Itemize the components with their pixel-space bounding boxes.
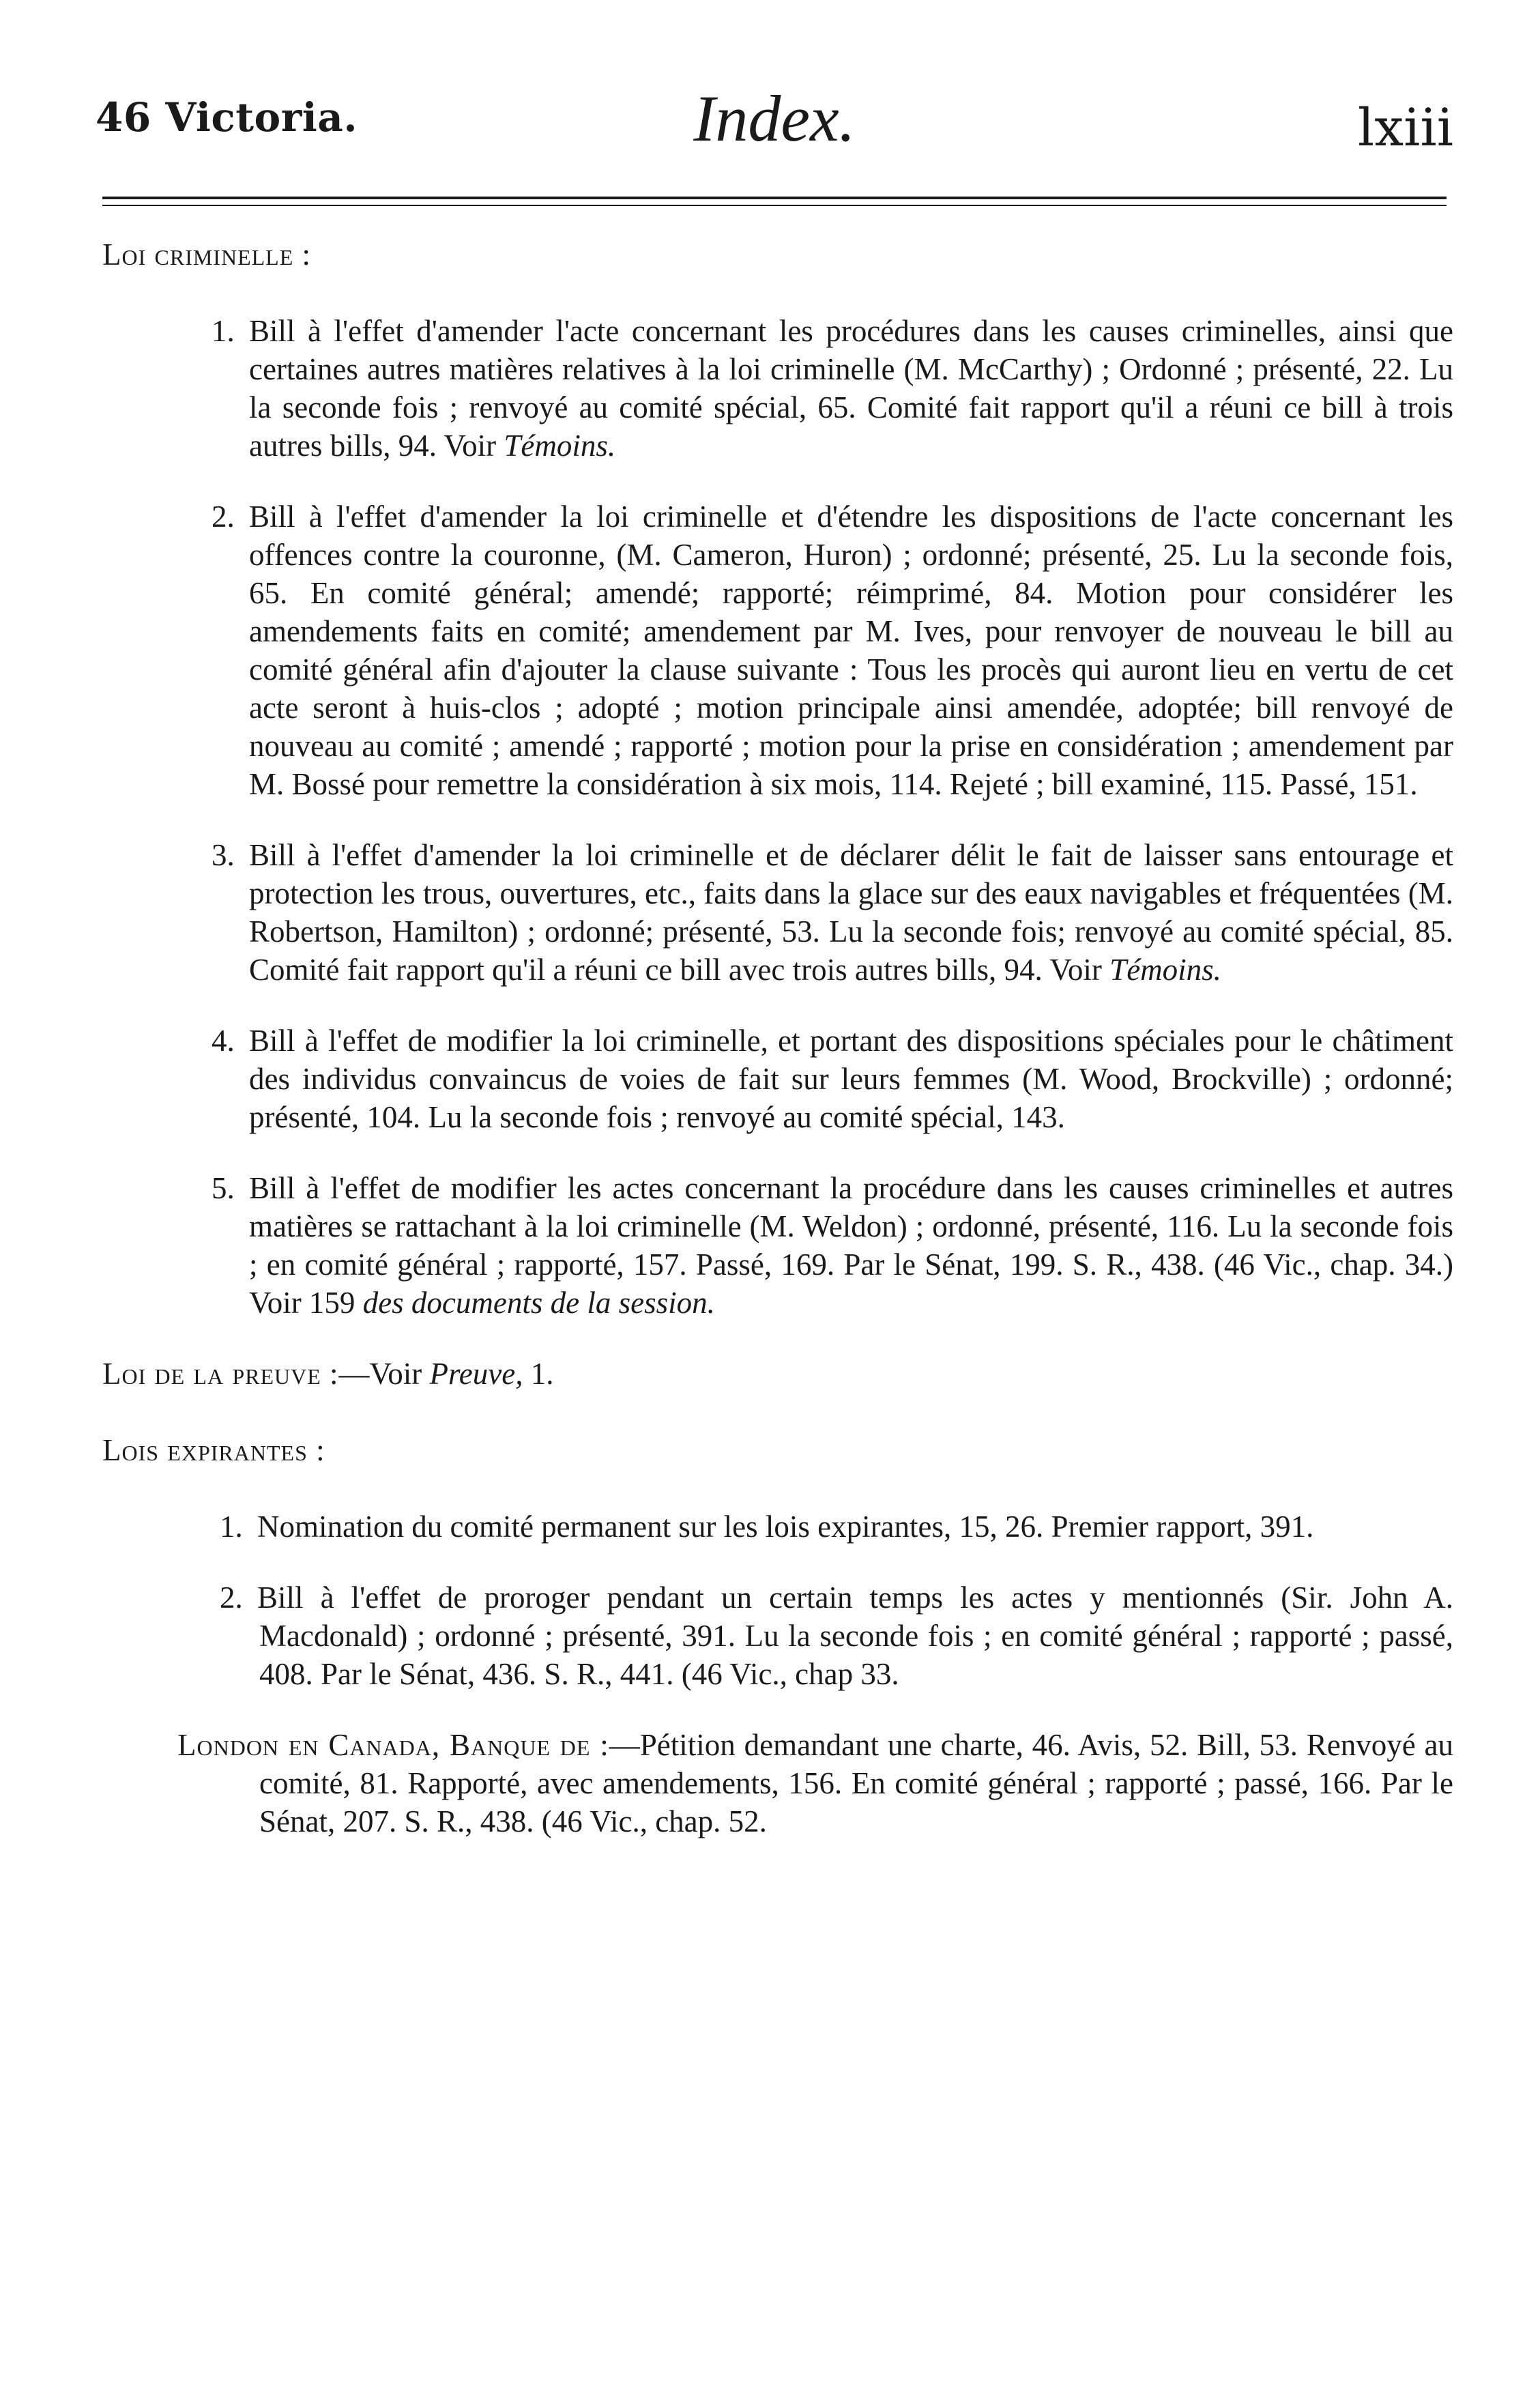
header-rule-thin — [102, 205, 1447, 206]
entry-text: Bill à l'effet de modifier la loi criminelle, et portant des dispositions spéciales pour le châtiment des individus convaincus de voies de fait sur leurs femmes (M. Wood, Brockville) ; ordonné; présenté, 104. Lu la seconde fois ; renvoyé au comité spécial, 143. — [249, 1024, 1453, 1134]
section-heading-loi-criminelle: Loi criminelle : — [102, 237, 312, 272]
section-heading-lois-expirantes: Lois expirantes : — [102, 1433, 325, 1467]
entry-text: Bill à l'effet d'amender la loi criminelle et d'étendre les dispositions de l'acte concernant les offences contre la couronne, (M. Cameron, Huron) ; ordonné; présenté, 25. Lu la seconde fois, 65. En comité général; amendé; rapporté; réimprimé, 84. Motion pour considérer les amendements faits en comité; amendement par M. Ives, pour renvoyer de nouveau le bill au comité général afin d'ajouter la clause suivante : Tous les procès qui auront lieu en vertu de cet acte seront à huis-clos ; adopté ; motion principale ainsi amendée, adoptée; bill renvoyé de nouveau au comité ; amendé ; rapporté ; motion pour la prise en considération ; amendement par M. Bossé pour remettre la considération à six mois, 114. Rejeté ; bill examiné, 115. Passé, 151. — [249, 500, 1453, 801]
header-page-number: lxiii — [1357, 97, 1453, 158]
section-entry-london-banque — [102, 1726, 1453, 1841]
entry-reference: des documents de la session. — [362, 1286, 715, 1320]
index-body — [102, 235, 1453, 1873]
index-entry — [102, 1022, 1453, 1136]
cross-reference-text: —Voir — [338, 1357, 430, 1391]
entry-reference: Témoins. — [504, 429, 616, 463]
index-entry — [102, 497, 1453, 803]
entry-text: —Pétition demandant une charte, 46. Avis, 52. Bill, 53. Renvoyé au comité, 81. Rapporté, avec amendements, 156. En comité général ; rapporté ; passé, 166. Par le Sénat, 207. S. R., 438. (46 Vic., chap. 52. — [259, 1728, 1453, 1838]
entry-number: 1. — [212, 314, 235, 348]
index-entry — [102, 1507, 1453, 1546]
section-heading-loi-de-la-preuve: Loi de la preuve :—Voir Preuve, 1. — [102, 1357, 554, 1391]
header-rule — [102, 197, 1447, 199]
entry-text: Bill à l'effet de modifier les actes concernant la procédure dans les causes criminelles et autres matières se rattachant à la loi criminelle (M. Weldon) ; ordonné, présenté, 116. Lu la seconde fois ; en comité général ; rapporté, 157. Passé, 169. Par le Sénat, 199. S. R., 438. (46 Vic., chap. 34.) Voir 159 — [249, 1171, 1453, 1320]
header-title: Index. — [693, 82, 856, 155]
entry-text: Bill à l'effet d'amender la loi criminelle et de déclarer délit le fait de laisser sans entourage et protection les trous, ouvertures, etc., faits dans la glace sur des eaux navigables et fréquentées (M. Robertson, Hamilton) ; ordonné; présenté, 53. Lu la seconde fois; renvoyé au comité spécial, 85. Comité fait rapport qu'il a réuni ce bill avec trois autres bills, 94. Voir — [249, 838, 1453, 987]
page-header — [96, 68, 1453, 164]
cross-reference: Preuve, — [429, 1357, 523, 1391]
entry-text: Nomination du comité permanent sur les lois expirantes, 15, 26. Premier rapport, 391. — [257, 1510, 1314, 1544]
entry-number: 5. — [212, 1171, 235, 1205]
cross-reference-number: 1. — [523, 1357, 554, 1391]
header-volume: 46 Victoria. — [96, 94, 358, 141]
entry-number: 2. — [212, 500, 235, 534]
entry-reference: Témoins. — [1109, 953, 1221, 987]
entry-number: 3. — [212, 838, 235, 872]
entry-number: 4. — [212, 1024, 235, 1058]
entry-number: 1. — [220, 1510, 243, 1544]
entry-number: 2. — [220, 1581, 243, 1615]
index-entry — [102, 1169, 1453, 1322]
index-entry — [102, 312, 1453, 465]
index-entry — [102, 836, 1453, 989]
index-entry — [102, 1578, 1453, 1693]
section-heading-london: London en Canada, Banque de : — [177, 1728, 609, 1762]
entry-text: Bill à l'effet d'amender l'acte concernant les procédures dans les causes criminelles, ainsi que certaines autres matières relatives à la loi criminelle (M. McCarthy) ; Ordonné ; présenté, 22. Lu la seconde fois ; renvoyé au comité spécial, 65. Comité fait rapport qu'il a réuni ce bill à trois autres bills, 94. Voir — [249, 314, 1453, 463]
entry-text: Bill à l'effet de proroger pendant un certain temps les actes y mentionnés (Sir. John A. Macdonald) ; ordonné ; présenté, 391. Lu la seconde fois ; en comité général ; rapporté ; passé, 408. Par le Sénat, 436. S. R., 441. (46 Vic., chap 33. — [257, 1581, 1453, 1691]
